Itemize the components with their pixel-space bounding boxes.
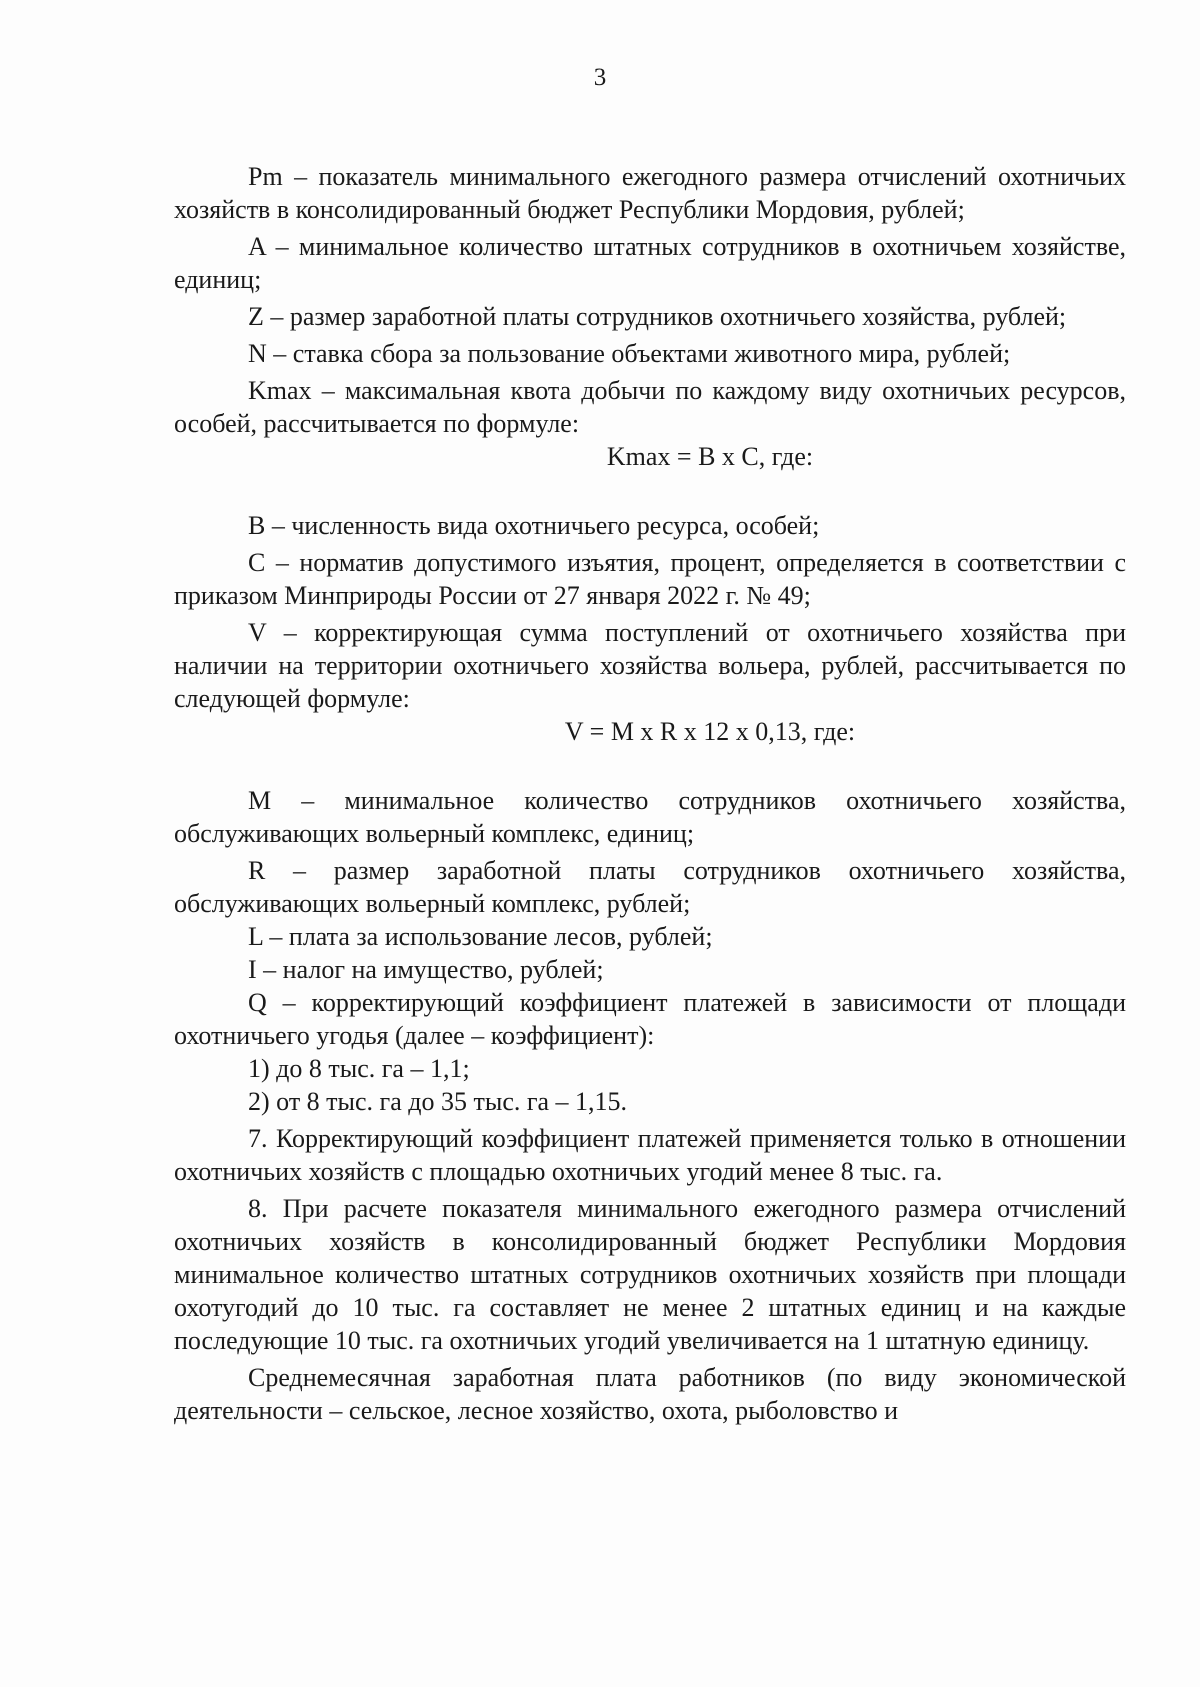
clause-8: 8. При расчете показателя минимального ежегодного размера отчислений охотничьих хозяйств в консолидированный бюджет Республики Мордовия минимальное количество штатных сотрудников охотничьих хозяйств при площади охотугодий до 10 тыс. га составляет не менее 2 штатных единиц и на каждые последующие 10 тыс. га охотничьих угодий увеличивается на 1 штатную единицу. <box>174 1194 1126 1355</box>
definition-n: N – ставка сбора за пользование объектами животного мира, рублей; <box>248 339 1011 368</box>
formula-v: V = M x R x 12 x 0,13, где: <box>564 717 856 746</box>
page-number: 3 <box>593 64 607 91</box>
document-body <box>174 160 1126 1427</box>
definition-l: L – плата за использование лесов, рублей; <box>248 922 713 951</box>
definition-a: A – минимальное количество штатных сотрудников в охотничьем хозяйстве, единиц; <box>174 232 1126 294</box>
list-item-2: 2) от 8 тыс. га до 35 тыс. га – 1,15. <box>248 1087 628 1116</box>
salary-paragraph: Среднемесячная заработная плата работников (по виду экономической деятельности – сельское, лесное хозяйство, охота, рыболовство и <box>174 1363 1126 1425</box>
list-item-1: 1) до 8 тыс. га – 1,1; <box>248 1054 470 1083</box>
definition-r: R – размер заработной платы сотрудников охотничьего хозяйства, обслуживающих вольерный комплекс, рублей; <box>174 856 1126 918</box>
definition-m: M – минимальное количество сотрудников охотничьего хозяйства, обслуживающих вольерный комплекс, единиц; <box>174 786 1126 848</box>
definition-q: Q – корректирующий коэффициент платежей в зависимости от площади охотничьего угодья (далее – коэффициент): <box>174 988 1126 1050</box>
definition-v: V – корректирующая сумма поступлений от охотничьего хозяйства при наличии на территории охотничьего хозяйства вольера, рублей, рассчитывается по следующей формуле: <box>174 618 1126 713</box>
definition-pm: Pm – показатель минимального ежегодного размера отчислений охотничьих хозяйств в консолидированный бюджет Республики Мордовия, рублей; <box>174 162 1126 224</box>
formula-kmax: Kmax = B x C, где: <box>606 442 814 471</box>
definition-z: Z – размер заработной платы сотрудников охотничьего хозяйства, рублей; <box>248 302 1067 331</box>
definition-c: C – норматив допустимого изъятия, процент, определяется в соответствии с приказом Минприроды России от 27 января 2022 г. № 49; <box>174 548 1126 610</box>
definition-b: B – численность вида охотничьего ресурса, особей; <box>248 511 820 540</box>
clause-7: 7. Корректирующий коэффициент платежей применяется только в отношении охотничьих хозяйств с площадью охотничьих угодий менее 8 тыс. га. <box>174 1124 1126 1186</box>
definition-i: I – налог на имущество, рублей; <box>248 955 604 984</box>
definition-kmax: Kmax – максимальная квота добычи по каждому виду охотничьих ресурсов, особей, рассчитывается по формуле: <box>174 376 1126 438</box>
